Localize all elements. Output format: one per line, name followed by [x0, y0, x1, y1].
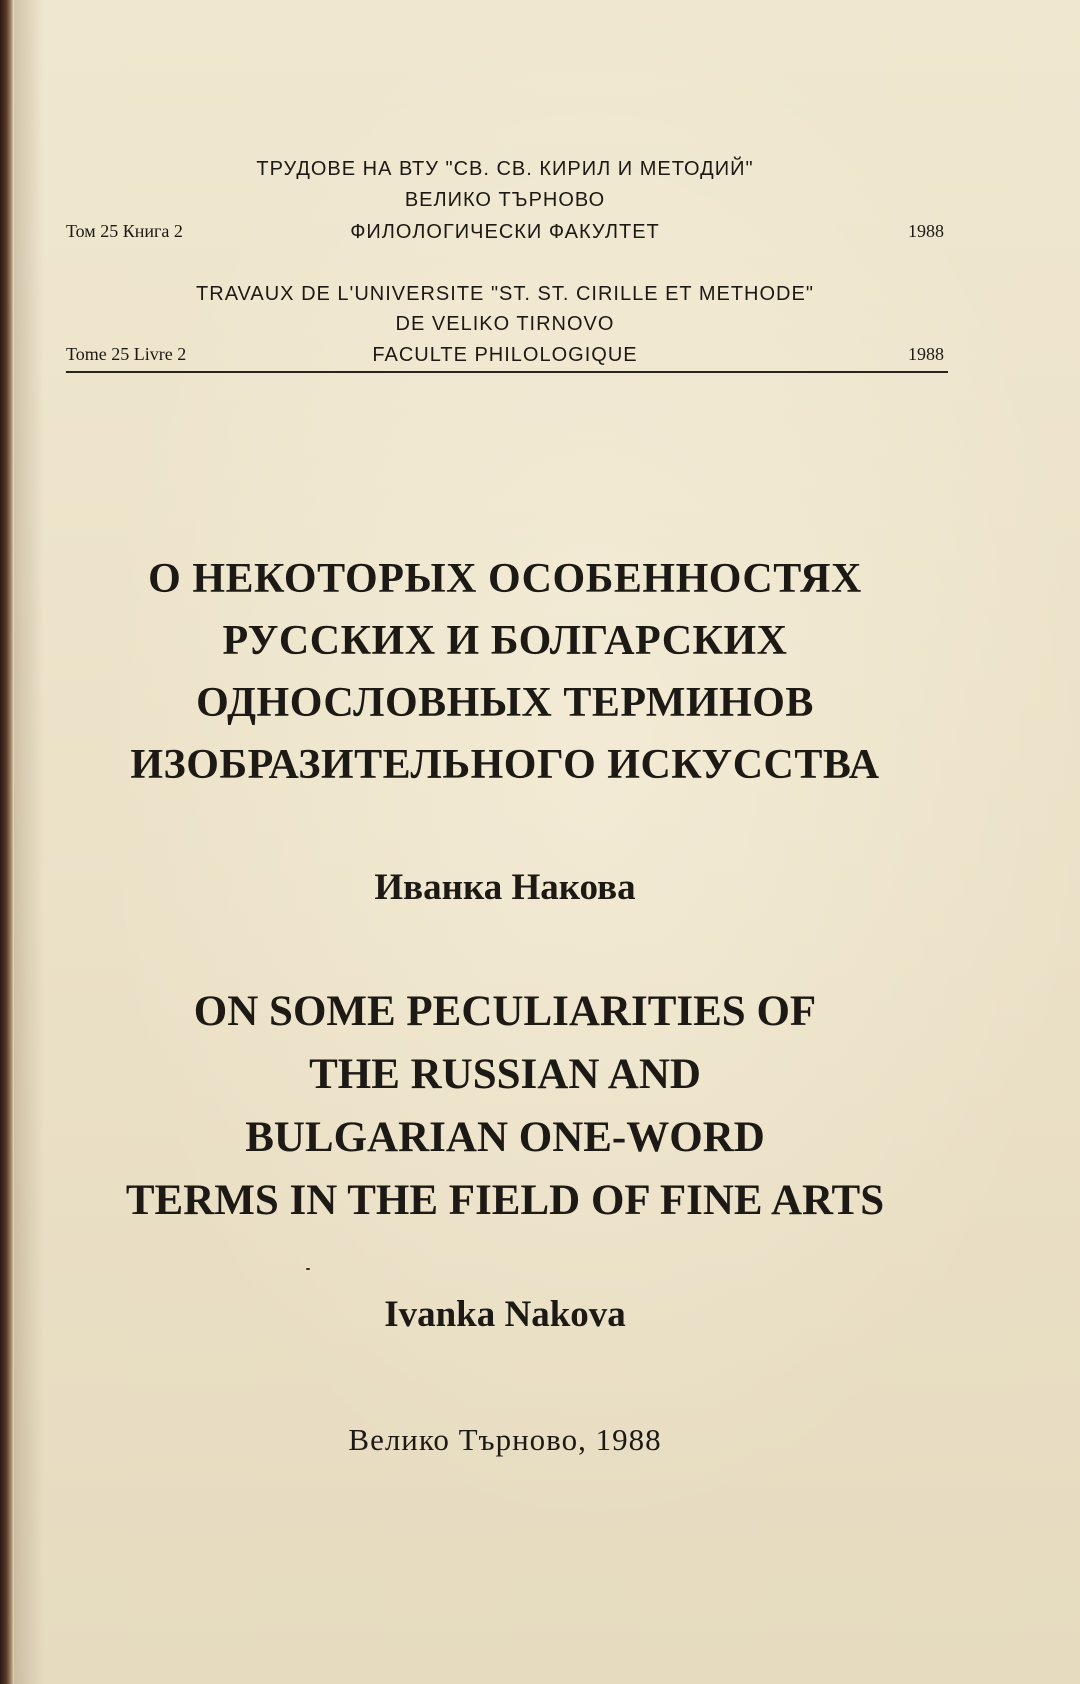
- header-fr-year: 1988: [908, 344, 944, 364]
- header-bg-volume: Том 25 Книга 2: [66, 221, 183, 241]
- title-ru-line: О НЕКОТОРЫХ ОСОБЕННОСТЯХ: [148, 556, 862, 602]
- title-en-line: ON SOME PECULIARITIES OF: [193, 988, 817, 1035]
- header-fr-volume: Tome 25 Livre 2: [66, 344, 187, 364]
- title-ru-line: ОДНОСЛОВНЫХ ТЕРМИНОВ: [196, 680, 814, 726]
- title-ru-line: РУССКИХ И БОЛГАРСКИХ: [222, 618, 788, 664]
- header-fr-row: [66, 344, 944, 370]
- header-bg-city: ВЕЛИКО ТЪРНОВО: [404, 189, 606, 211]
- header-fr-institution: TRAVAUX DE L'UNIVERSITE "ST. ST. CIRILLE ET METHODE": [196, 283, 814, 305]
- title-en-line: THE RUSSIAN AND: [309, 1051, 701, 1098]
- header-fr-faculty: FACULTE PHILOLOGIQUE: [372, 344, 638, 366]
- header-rule: [66, 371, 948, 373]
- header-bg-faculty: ФИЛОЛОГИЧЕСКИ ФАКУЛТЕТ: [350, 221, 660, 243]
- header-bg-row: [66, 221, 944, 247]
- place-and-year: Велико Търново, 1988: [348, 1422, 662, 1457]
- book-spine: [0, 0, 14, 1684]
- spine-shadow: [14, 0, 44, 1684]
- header-bg-institution: ТРУДОВЕ НА ВТУ "СВ. СВ. КИРИЛ И МЕТОДИЙ": [256, 158, 754, 180]
- author-russian: Иванка Накова: [374, 867, 636, 908]
- title-english: [60, 980, 950, 1232]
- paper-speck: [306, 1268, 310, 1270]
- header-fr-city: DE VELIKO TIRNOVO: [395, 313, 615, 335]
- title-ru-line: ИЗОБРАЗИТЕЛЬНОГО ИСКУССТВА: [130, 742, 880, 788]
- author-english: Ivanka Nakova: [384, 1294, 626, 1335]
- header-bg-year: 1988: [908, 221, 944, 241]
- title-en-line: BULGARIAN ONE-WORD: [245, 1114, 765, 1161]
- title-russian: [60, 548, 950, 796]
- title-en-line: TERMS IN THE FIELD OF FINE ARTS: [125, 1177, 885, 1224]
